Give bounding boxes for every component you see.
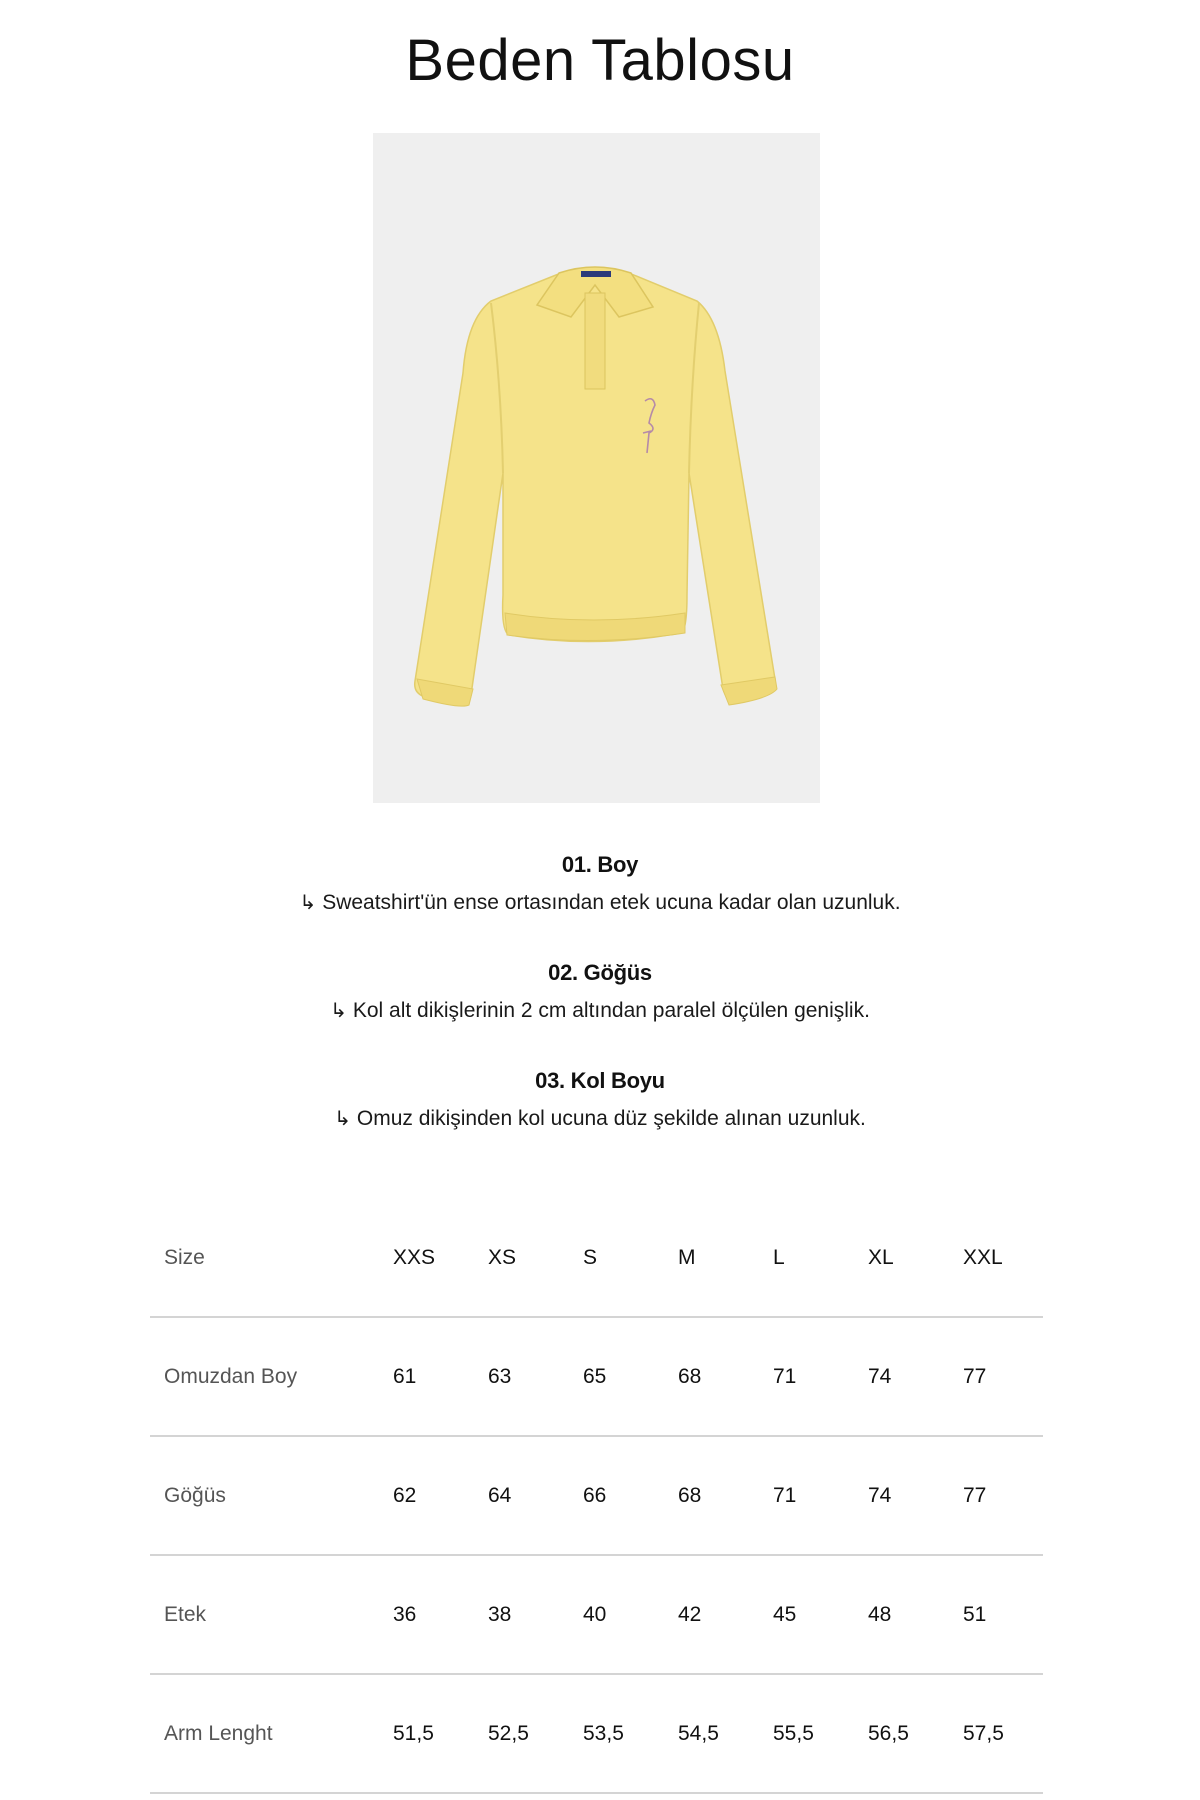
measurement-description-text: Sweatshirt'ün ense ortasından etek ucuna kadar olan uzunluk. xyxy=(322,891,901,914)
measurement-description xyxy=(0,882,1200,956)
table-cell: 77 xyxy=(963,1317,1043,1436)
table-cell: 40 xyxy=(583,1555,678,1674)
table-cell: 45 xyxy=(773,1555,868,1674)
measurement-item xyxy=(0,1064,1200,1172)
table-cell: 62 xyxy=(393,1436,488,1555)
table-cell: 57,5 xyxy=(963,1674,1043,1793)
table-cell: 65 xyxy=(583,1317,678,1436)
size-header-cell: M xyxy=(678,1200,773,1317)
row-label: Arm Lenght xyxy=(150,1674,393,1793)
table-cell: 71 xyxy=(773,1317,868,1436)
size-header-cell: S xyxy=(583,1200,678,1317)
table-cell: 51,5 xyxy=(393,1674,488,1793)
arrow-icon: ↳ xyxy=(330,998,347,1022)
table-row xyxy=(150,1317,1043,1436)
table-header-label: Size xyxy=(150,1200,393,1317)
table-cell: 64 xyxy=(488,1436,583,1555)
table-cell: 77 xyxy=(963,1436,1043,1555)
size-header-cell: XXS xyxy=(393,1200,488,1317)
measurement-guide xyxy=(0,848,1200,1172)
measurement-item xyxy=(0,956,1200,1064)
arrow-icon: ↳ xyxy=(334,1106,351,1130)
size-header-cell: L xyxy=(773,1200,868,1317)
measurement-heading: 01. Boy xyxy=(561,852,639,877)
table-cell: 42 xyxy=(678,1555,773,1674)
size-table xyxy=(150,1200,1043,1794)
arrow-icon: ↳ xyxy=(299,890,317,914)
measurement-heading: 02. Göğüs xyxy=(548,960,652,985)
table-row xyxy=(150,1436,1043,1555)
table-cell: 38 xyxy=(488,1555,583,1674)
product-image xyxy=(373,133,820,803)
table-row xyxy=(150,1555,1043,1674)
table-cell: 56,5 xyxy=(868,1674,963,1793)
table-cell: 36 xyxy=(393,1555,488,1674)
table-cell: 68 xyxy=(678,1436,773,1555)
measurement-heading: 03. Kol Boyu xyxy=(535,1068,665,1093)
measurement-description-text: Omuz dikişinden kol ucuna düz şekilde alınan uzunluk. xyxy=(356,1107,866,1130)
table-cell: 74 xyxy=(868,1317,963,1436)
table-row xyxy=(150,1674,1043,1793)
table-header-row xyxy=(150,1200,1043,1317)
measurement-description xyxy=(0,1098,1200,1172)
size-header-cell: XL xyxy=(868,1200,963,1317)
size-header-cell: XXL xyxy=(963,1200,1043,1317)
table-cell: 51 xyxy=(963,1555,1043,1674)
table-cell: 53,5 xyxy=(583,1674,678,1793)
table-cell: 63 xyxy=(488,1317,583,1436)
table-cell: 71 xyxy=(773,1436,868,1555)
sweatshirt-illustration xyxy=(373,133,820,803)
table-cell: 66 xyxy=(583,1436,678,1555)
table-cell: 55,5 xyxy=(773,1674,868,1793)
measurement-description xyxy=(0,990,1200,1064)
table-cell: 68 xyxy=(678,1317,773,1436)
table-cell: 61 xyxy=(393,1317,488,1436)
row-label: Etek xyxy=(150,1555,393,1674)
table-cell: 54,5 xyxy=(678,1674,773,1793)
row-label: Omuzdan Boy xyxy=(150,1317,393,1436)
table-cell: 48 xyxy=(868,1555,963,1674)
table-cell: 52,5 xyxy=(488,1674,583,1793)
table-cell: 74 xyxy=(868,1436,963,1555)
size-header-cell: XS xyxy=(488,1200,583,1317)
page-title: Beden Tablosu xyxy=(405,28,795,93)
measurement-description-text: Kol alt dikişlerinin 2 cm altından paralel ölçülen genişlik. xyxy=(352,999,870,1022)
row-label: Göğüs xyxy=(150,1436,393,1555)
measurement-item xyxy=(0,848,1200,956)
placket xyxy=(585,293,605,389)
